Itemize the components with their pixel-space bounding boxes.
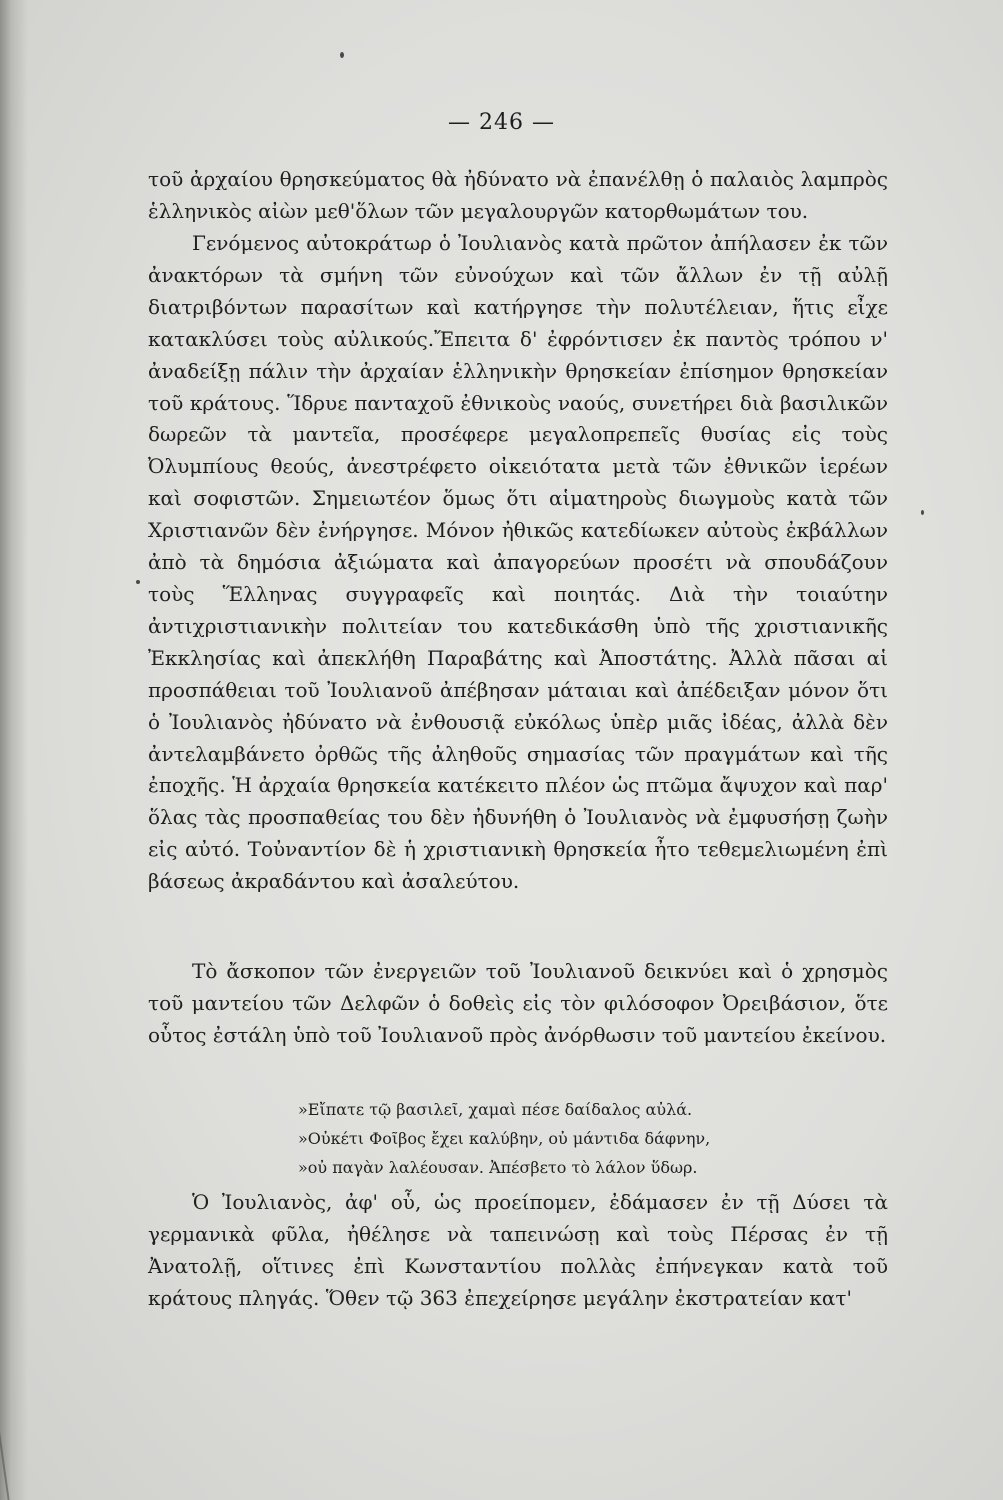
binding-shadow — [0, 0, 28, 1500]
verse-line: »Οὐκέτι Φοῖβος ἔχει καλύβην, οὐ μάντιδα δάφνην, — [298, 1129, 711, 1148]
paragraph-4 — [148, 1187, 888, 1315]
verse-line: »οὐ παγὰν λαλέουσαν. Ἀπέσβετο τὸ λάλον ὕδωρ. — [298, 1158, 698, 1177]
paragraph-text: Ὁ Ἰουλιανὸς, ἀφ' οὗ, ὡς προείπομεν, ἐδάμασεν ἐν τῇ Δύσει τὰ γερμανικὰ φῦλα, ἠθέλησε νὰ ταπεινώσῃ καὶ τοὺς Πέρσας ἐν τῇ Ἀνατολῇ, οἵτινες ἐπὶ Κωνσταντίου πολλὰς ἐπήνεγκαν κατὰ τοῦ κράτους πληγάς. Ὅθεν τῷ 363 ἐπεχείρησε μεγάλην ἐκστρατείαν κατ' — [148, 1190, 888, 1310]
paragraph-2 — [148, 228, 888, 898]
paragraph-text: Γενόμενος αὐτοκράτωρ ὁ Ἰουλιανὸς κατὰ πρῶτον ἀπήλασεν ἐκ τῶν ἀνακτόρων τὰ σμήνη τῶν εὐνούχων καὶ τῶν ἄλλων ἐν τῇ αὐλῇ διατριβόντων παρασίτων καὶ κατήργησε τὴν πολυτέλειαν, ἥτις εἶχε κατακλύσει τοὺς αὐλικούς.Ἔπειτα δ' ἐφρόντισεν ἐκ παντὸς τρόπου ν' ἀναδείξῃ πάλιν τὴν ἀρχαίαν ἑλληνικὴν θρησκείαν ἐπίσημον θρησκείαν τοῦ κράτους. Ἵδρυε πανταχοῦ ἐθνικοὺς ναούς, συνετήρει διὰ βασιλικῶν δωρεῶν τὰ μαντεῖα, προσέφερε μεγαλοπρεπεῖς θυσίας εἰς τοὺς Ὀλυμπίους θεούς, ἀνεστρέφετο οἰκειότατα μετὰ τῶν ἐθνικῶν ἱερέων καὶ σοφιστῶν. Σημειωτέον ὅμως ὅτι αἱματηροὺς διωγμοὺς κατὰ τῶν Χριστιανῶν δὲν ἐνήργησε. Μόνον ἠθικῶς κατεδίωκεν αὐτοὺς ἐκβάλλων ἀπὸ τὰ δημόσια ἀξιώματα καὶ ἀπαγορεύων προσέτι νὰ σπουδάζουν τοὺς Ἕλληνας συγγραφεῖς καὶ ποιητάς. Διὰ τὴν τοιαύτην ἀντιχριστιανικὴν πολιτείαν του κατεδικάσθη ὑπὸ τῆς χριστιανικῆς Ἐκκλησίας καὶ ἀπεκλήθη Παραβάτης καὶ Ἀποστάτης. Ἀλλὰ πᾶσαι αἱ προσπάθειαι τοῦ Ἰουλιανοῦ ἀπέβησαν μάταιαι καὶ ἀπέδειξαν μόνον ὅτι ὁ Ἰουλιανὸς ἠδύνατο νὰ ἐνθουσιᾷ εὐκόλως ὑπὲρ μιᾶς ἰδέας, ἀλλὰ δὲν ἀντελαμβάνετο ὀρθῶς τῆς ἀληθοῦς σημασίας τῶν πραγμάτων καὶ τῆς ἐποχῆς. Ἡ ἀρχαία θρησκεία κατέκειτο πλέον ὡς πτῶμα ἄψυχον καὶ παρ' ὅλας τὰς προσπαθείας του δὲν ἠδυνήθη ὁ Ἰουλιανὸς νὰ ἐμφυσήσῃ ζωὴν εἰς αὐτό. Τοὐναντίον δὲ ἡ χριστιανικὴ θρησκεία ἦτο τεθεμελιωμένη ἐπὶ βάσεως ἀκραδάντου καὶ ἀσαλεύτου. — [148, 231, 888, 894]
paragraph-3 — [148, 956, 888, 1052]
binding-mark — [0, 1420, 34, 1500]
paper-speck — [136, 580, 140, 584]
verse-line: »Εἴπατε τῷ βασιλεῖ, χαμαὶ πέσε δαίδαλος αὐλά. — [298, 1100, 693, 1119]
paper-speck — [921, 510, 924, 515]
paragraph-text: Τὸ ἄσκοπον τῶν ἐνεργειῶν τοῦ Ἰουλιανοῦ δεικνύει καὶ ὁ χρησμὸς τοῦ μαντείου τῶν Δελφῶν ὁ δοθεὶς εἰς τὸν φιλόσοφον Ὀρειβάσιον, ὅτε οὗτος ἐστάλη ὑπὸ τοῦ Ἰουλιανοῦ πρὸς ἀνόρθωσιν τοῦ μαντείου ἐκείνου. — [148, 959, 888, 1047]
paragraph-1-continuation — [148, 164, 888, 228]
paper-speck — [340, 52, 344, 58]
oracle-verses — [298, 1095, 858, 1182]
paragraph-text: τοῦ ἀρχαίου θρησκεύματος θὰ ἠδύνατο νὰ ἐπανέλθῃ ὁ παλαιὸς λαμπρὸς ἑλληνικὸς αἰὼν μεθ'ὅλων τῶν μεγαλουργῶν κατορθωμάτων του. — [148, 167, 888, 223]
page-number: — 246 — — [448, 110, 555, 135]
